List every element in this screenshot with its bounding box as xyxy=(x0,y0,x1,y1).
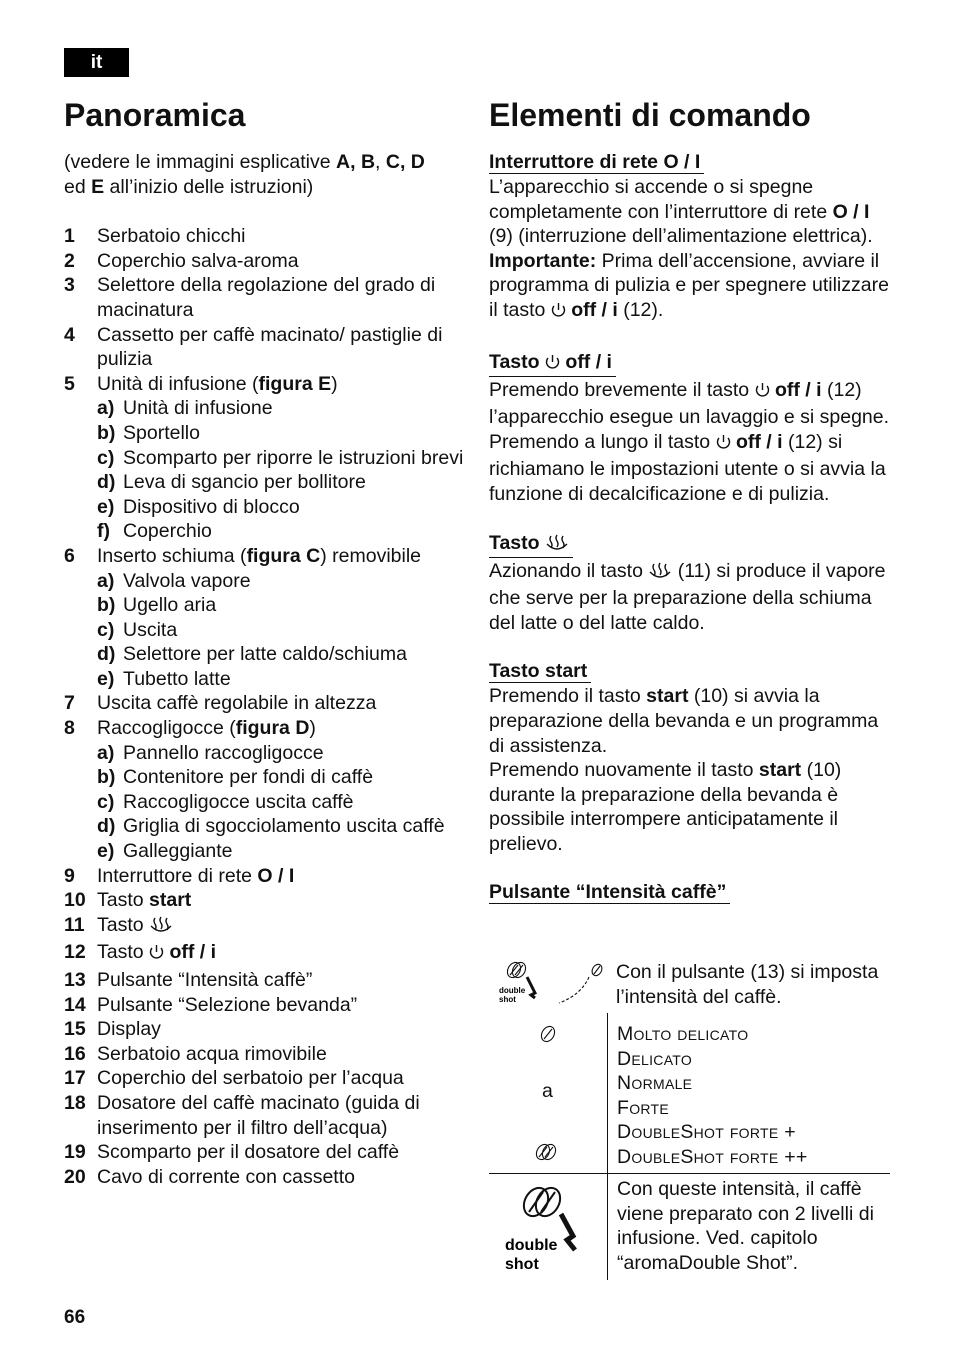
sub-item xyxy=(64,814,474,839)
item-text: Pulsante “Intensità caffè” xyxy=(97,969,313,991)
section-body: Premendo brevemente il tasto off / i (12) l’apparecchio esegue un lavaggio e si spegne. Premendo a lungo il tasto off / i (12) si richiamano le impostazioni utente o si avvia la funzione di decalcificazione e di pulizia. xyxy=(489,378,890,505)
sub-item-text: Contenitore per fondi di caffè xyxy=(123,766,374,789)
intensity-level: Delicato xyxy=(617,1047,693,1070)
list-item xyxy=(64,864,474,889)
off-icon xyxy=(545,354,560,376)
list-item xyxy=(64,888,474,913)
section-title: Tasto off / i xyxy=(489,351,616,377)
sub-item xyxy=(64,741,474,766)
item-number: 9 xyxy=(64,864,75,887)
item-text: Uscita caffè regolabile in altezza xyxy=(97,692,377,715)
component-list xyxy=(64,224,474,1189)
overview-intro: (vedere le immagini esplicative A, B, C, D ed E all’inizio delle istruzioni) xyxy=(64,151,425,198)
sub-item-letter: b) xyxy=(97,594,116,617)
item-number: 8 xyxy=(64,717,75,740)
intensity-levels-graphic xyxy=(489,1013,608,1173)
sub-item-letter: d) xyxy=(97,471,116,494)
sub-item xyxy=(64,642,474,667)
item-number: 1 xyxy=(64,225,75,248)
controls-column xyxy=(489,150,894,905)
list-item xyxy=(64,1042,474,1067)
section-title: Tasto xyxy=(489,532,573,558)
double-shot-graphic xyxy=(489,1174,608,1280)
sub-item-letter: e) xyxy=(97,840,115,863)
sub-item xyxy=(64,519,474,544)
item-text: Scomparto per il dosatore del caffè xyxy=(97,1141,400,1164)
section-intensity xyxy=(489,880,894,905)
intensity-dial-icon xyxy=(489,953,607,1011)
item-text: Coperchio del serbatoio per l’acqua xyxy=(97,1067,404,1090)
sub-item xyxy=(64,446,474,471)
item-number: 10 xyxy=(64,889,86,912)
sub-item-text: Tubetto latte xyxy=(123,667,231,690)
item-text: Inserto schiuma (figura C) removibile xyxy=(97,544,422,567)
off-icon xyxy=(551,301,566,326)
item-text: Tasto xyxy=(97,913,173,941)
sub-item-text: Unità di infusione xyxy=(123,397,273,420)
sub-item-text: Griglia di sgocciolamento uscita caffè xyxy=(123,815,445,838)
double-shot-text: Con queste intensità, il caffè viene preparato con 2 livelli di infusione. Ved. capitolo “aromaDouble Shot”. xyxy=(617,1178,874,1274)
sub-item-text: Uscita xyxy=(123,618,178,641)
double-shot-icon xyxy=(489,1174,607,1280)
section-main-switch xyxy=(489,150,894,326)
page-number: 66 xyxy=(64,1307,86,1328)
steam-icon xyxy=(648,562,672,587)
sub-item-text: Valvola vapore xyxy=(123,569,251,592)
list-item xyxy=(64,691,474,716)
item-number: 14 xyxy=(64,993,86,1016)
section-steam-button xyxy=(489,531,894,636)
sub-item-text: Raccogligocce uscita caffè xyxy=(123,790,354,813)
sub-item-letter: b) xyxy=(97,421,116,444)
intensity-level: DoubleShot forte ++ xyxy=(617,1145,808,1168)
section-body: L’apparecchio si accende o si spegne completamente con l’interruttore di rete O / I (9) (interruzione dell’alimentazione elettrica). Importante: Prima dell’accensione, avviare il programma di pulizia e per spegnere utilizzare il tasto off / i (12). xyxy=(489,175,894,326)
item-number: 2 xyxy=(64,249,75,272)
sub-item-letter: c) xyxy=(97,790,115,813)
list-item xyxy=(64,372,474,397)
sub-item xyxy=(64,839,474,864)
sub-item-letter: c) xyxy=(97,618,115,641)
overview-column xyxy=(64,150,474,1189)
sub-item-letter: c) xyxy=(97,446,115,469)
sub-item-text: Selettore per latte caldo/schiuma xyxy=(123,643,407,666)
list-item xyxy=(64,249,474,274)
item-text: Serbatoio acqua rimovibile xyxy=(97,1042,327,1065)
item-text: Tasto start xyxy=(97,889,192,912)
list-item xyxy=(64,1066,474,1091)
list-item xyxy=(64,968,474,993)
off-icon xyxy=(716,433,731,458)
intensity-table xyxy=(489,953,890,1280)
section-body: Premendo il tasto start (10) si avvia la preparazione della bevanda e un programma di assistenza. Premendo nuovamente il tasto start (10) durante la preparazione della bevanda è possibile interrompere anticipatamente il prelievo. xyxy=(489,685,879,855)
section-title: Pulsante “Intensità caffè” xyxy=(489,881,730,904)
item-number: 4 xyxy=(64,323,75,346)
item-text: Interruttore di rete O / I xyxy=(97,864,295,887)
sub-item-letter: d) xyxy=(97,815,116,838)
steam-icon xyxy=(149,916,173,941)
item-number: 3 xyxy=(64,274,75,297)
list-item xyxy=(64,224,474,249)
item-text: Display xyxy=(97,1018,161,1041)
section-off-button xyxy=(489,350,894,507)
list-item xyxy=(64,323,474,372)
list-item xyxy=(64,1140,474,1165)
intensity-level: Forte xyxy=(617,1096,670,1119)
sub-item-text: Dispositivo di blocco xyxy=(123,495,300,518)
sub-item-text: Scomparto per riporre le istruzioni brevi xyxy=(123,446,464,469)
intensity-levels-list xyxy=(608,1013,808,1173)
item-text: Selettore della regolazione del grado di macinatura xyxy=(97,274,436,321)
intensity-levels-row xyxy=(489,1013,890,1173)
list-item xyxy=(64,913,474,941)
section-start-button xyxy=(489,659,894,856)
item-number: 7 xyxy=(64,692,75,715)
sub-item xyxy=(64,421,474,446)
item-text: Coperchio salva-aroma xyxy=(97,249,299,272)
list-item xyxy=(64,1017,474,1042)
page-title-panoramica: Panoramica xyxy=(64,97,246,133)
sub-item-letter: e) xyxy=(97,495,115,518)
intensity-dial-graphic xyxy=(489,953,607,1013)
list-item xyxy=(64,1091,474,1140)
item-text: Pulsante “Selezione bevanda” xyxy=(97,993,358,1016)
item-number: 19 xyxy=(64,1141,86,1164)
list-item xyxy=(64,716,474,741)
list-item xyxy=(64,993,474,1018)
svg-text:double: double xyxy=(505,1237,558,1254)
item-text: Dosatore del caffè macinato (guida di inserimento per il filtro dell’acqua) xyxy=(97,1091,420,1139)
item-number: 5 xyxy=(64,372,75,395)
off-icon xyxy=(755,381,770,406)
intensity-level: Normale xyxy=(617,1072,693,1095)
sub-item xyxy=(64,667,474,692)
svg-text:shot: shot xyxy=(499,995,516,1004)
item-text: Cavo di corrente con cassetto xyxy=(97,1165,355,1188)
intensity-double-row xyxy=(489,1174,890,1280)
item-number: 16 xyxy=(64,1042,86,1065)
sub-item-text: Pannello raccogligocce xyxy=(123,741,324,764)
sub-item-letter: f) xyxy=(97,520,110,543)
item-text: Cassetto per caffè macinato/ pastiglie di pulizia xyxy=(97,323,443,371)
intensity-intro-row xyxy=(489,953,890,1013)
sub-item xyxy=(64,765,474,790)
item-number: 17 xyxy=(64,1067,86,1090)
intensity-level: Molto delicato xyxy=(617,1023,749,1045)
item-text: Raccogligocce (figura D) xyxy=(97,717,316,740)
svg-text:shot: shot xyxy=(505,1256,539,1273)
section-title: Interruttore di rete O / I xyxy=(489,151,704,174)
item-number: 11 xyxy=(64,913,85,936)
sub-item-text: Coperchio xyxy=(123,520,212,543)
page-title-elementi: Elementi di comando xyxy=(489,97,811,133)
sub-item xyxy=(64,470,474,495)
sub-item-letter: a) xyxy=(97,741,115,764)
sub-item-text: Ugello aria xyxy=(123,594,217,617)
language-tab: it xyxy=(64,48,129,77)
item-number: 6 xyxy=(64,544,75,567)
sub-item-letter: d) xyxy=(97,643,116,666)
sub-item-letter: a) xyxy=(97,397,115,420)
off-icon xyxy=(149,943,164,968)
section-body: Azionando il tasto (11) si produce il vapore che serve per la preparazione della schiuma del latte o del latte caldo. xyxy=(489,559,886,634)
sub-item xyxy=(64,396,474,421)
list-item xyxy=(64,273,474,322)
sub-item-text: Sportello xyxy=(123,421,200,444)
svg-text:double: double xyxy=(499,986,526,995)
sub-item xyxy=(64,495,474,520)
intensity-level: DoubleShot forte + xyxy=(617,1121,796,1144)
steam-icon xyxy=(545,534,569,557)
sub-item xyxy=(64,618,474,643)
item-number: 20 xyxy=(64,1165,86,1188)
section-title: Tasto start xyxy=(489,660,591,683)
sub-item-letter: a) xyxy=(97,569,115,592)
sub-item-text: Galleggiante xyxy=(123,840,233,863)
sub-item-letter: e) xyxy=(97,667,115,690)
item-number: 18 xyxy=(64,1091,86,1114)
sub-item-text: Leva di sgancio per bollitore xyxy=(123,471,366,494)
item-text: Unità di infusione (figura E) xyxy=(97,372,338,395)
sub-item xyxy=(64,569,474,594)
item-number: 15 xyxy=(64,1018,86,1041)
list-item xyxy=(64,544,474,569)
sub-item xyxy=(64,593,474,618)
sub-item-letter: b) xyxy=(97,766,116,789)
list-item xyxy=(64,1165,474,1190)
item-text: Tasto off / i xyxy=(97,940,216,968)
intensity-range-label: a xyxy=(542,1080,553,1102)
intensity-intro-text: Con il pulsante (13) si imposta l’intensità del caffè. xyxy=(616,961,879,1008)
sub-item xyxy=(64,790,474,815)
item-number: 13 xyxy=(64,969,86,991)
list-item xyxy=(64,940,474,968)
item-number: 12 xyxy=(64,941,86,964)
item-text: Serbatoio chicchi xyxy=(97,225,246,248)
